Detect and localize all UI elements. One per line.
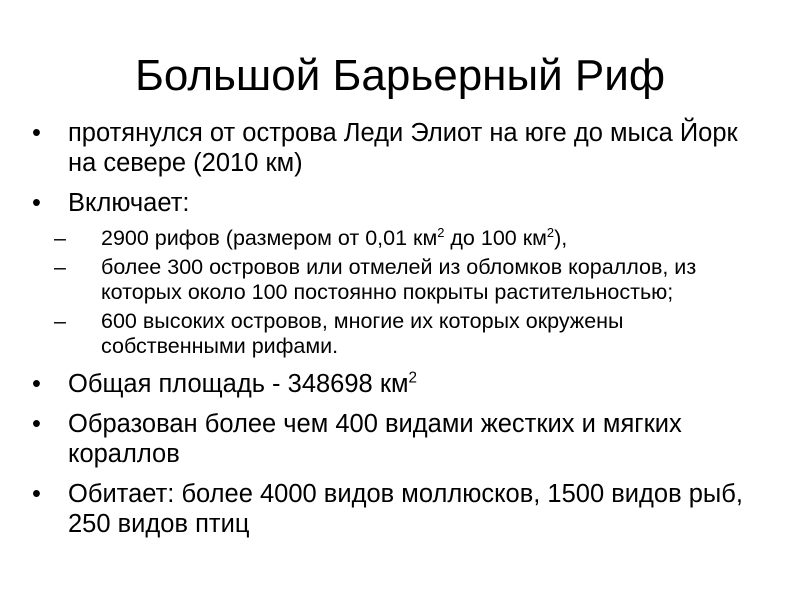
- dash-icon: –: [54, 255, 66, 279]
- bullet-icon: •: [32, 119, 41, 147]
- bullet-icon: •: [32, 370, 41, 398]
- sub-list: [54, 226, 765, 359]
- bullet-item-corals: [30, 409, 765, 469]
- bullet-text: протянулся от острова Леди Элиот на юге до мыса Йорк на севере (2010 км): [68, 119, 738, 177]
- bullet-icon: •: [32, 480, 41, 508]
- bullet-text: Обитает: более 4000 видов моллюсков, 1500 видов рыб, 250 видов птиц: [68, 480, 743, 538]
- sub-item-text: 600 высоких островов, многие их которых окружены собственными рифами.: [101, 309, 624, 358]
- sub-item-text: более 300 островов или отмелей из обломков кораллов, из которых около 100 постоянно покрыты растительностью;: [101, 255, 697, 304]
- bullet-item-includes: [30, 188, 765, 359]
- bullet-list: [30, 118, 765, 549]
- sub-item-islands: [54, 255, 765, 305]
- slide-title: Большой Барьерный Риф: [134, 51, 666, 100]
- bullet-text: Включает:: [68, 189, 190, 217]
- bullet-icon: •: [32, 410, 41, 438]
- dash-icon: –: [54, 226, 66, 250]
- bullet-text: Образован более чем 400 видами жестких и мягких кораллов: [68, 410, 682, 468]
- dash-icon: –: [54, 309, 66, 333]
- bullet-item-fauna: [30, 479, 765, 539]
- bullet-text: Общая площадь - 348698 $км^2$: [68, 369, 418, 398]
- sub-item-reefs: [54, 226, 765, 251]
- bullet-icon: •: [32, 189, 41, 217]
- bullet-item-extent: [30, 118, 765, 178]
- bullet-item-area: [30, 369, 765, 399]
- sub-item-text: 2900 рифов (размером от 0,01 $км^2$ до 100 $км^2$),: [101, 224, 568, 250]
- sub-item-high-islands: [54, 309, 765, 359]
